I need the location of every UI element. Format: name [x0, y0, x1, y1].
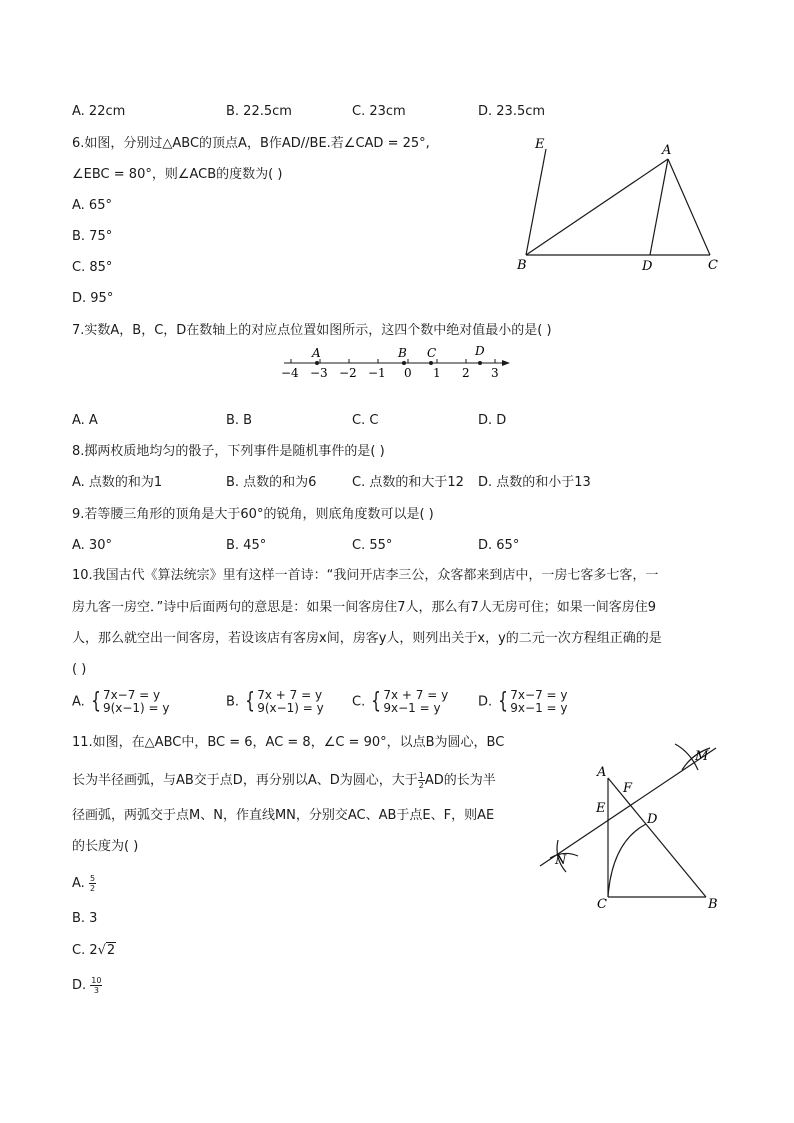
- q7-point-a: [315, 361, 319, 365]
- q9-option-a: A. 30°: [72, 538, 112, 553]
- q6-line-ac: [668, 159, 710, 255]
- q6-label-c: C: [708, 258, 718, 273]
- q10-stem-line4: ( ): [72, 662, 87, 677]
- q8-option-b: B. 点数的和为6: [226, 475, 317, 490]
- q6-stem-line1: 6.如图，分别过△ABC的顶点A，B作AD//BE.若∠CAD = 25°,: [72, 136, 430, 151]
- q10-stem-line2: 房九客一房空．”诗中后面两句的意思是：如果一间客房住7人，那么有7人无房可住；如果一间客房住9: [72, 600, 657, 615]
- q10-option-d: D. { 7x−7 = y 9x−1 = y: [478, 688, 568, 715]
- q10-option-c-label: C.: [352, 694, 366, 710]
- q9-stem: 9.若等腰三角形的顶角是大于60°的锐角，则底角度数可以是( ): [72, 507, 434, 522]
- q7-point-c: [429, 361, 433, 365]
- q11-label-c: C: [597, 897, 607, 912]
- q11-stem-line4: 的长度为( ): [72, 839, 139, 854]
- q6-line-ba: [526, 159, 668, 255]
- q7-option-b: B. B: [226, 413, 253, 428]
- q8-stem: 8.掷两枚质地均匀的骰子，下列事件是随机事件的是( ): [72, 444, 385, 459]
- q10-option-c-eq2: 9x−1 = y: [383, 701, 441, 715]
- q11-label-a: A: [597, 765, 607, 780]
- q9-option-d: D. 65°: [478, 538, 520, 553]
- q5-option-c: C. 23cm: [352, 104, 406, 119]
- q6-label-d: D: [642, 259, 653, 274]
- q10-option-b-label: B.: [226, 694, 240, 710]
- q10-option-c: C. { 7x + 7 = y 9x−1 = y: [352, 688, 449, 715]
- q7-tick-label: −2: [339, 366, 357, 380]
- q5-option-b: B. 22.5cm: [226, 104, 292, 119]
- q7-option-a: A. A: [72, 413, 98, 428]
- q6-option-d: D. 95°: [72, 291, 114, 306]
- q10-option-a-eq2: 9(x−1) = y: [102, 701, 170, 715]
- q5-option-a: A. 22cm: [72, 104, 126, 119]
- q8-option-a: A. 点数的和为1: [72, 475, 163, 490]
- q7-axis-arrow-icon: [502, 360, 510, 366]
- q10-option-b: B. { 7x + 7 = y 9(x−1) = y: [226, 688, 324, 715]
- q7-tick-label: −3: [310, 366, 328, 380]
- q10-option-a-label: A.: [72, 694, 85, 710]
- q7-option-c: C. C: [352, 413, 379, 428]
- q6-line-be: [526, 149, 546, 255]
- q11-label-d: D: [647, 812, 658, 827]
- q11-option-b: B. 3: [72, 911, 98, 926]
- q7-label-c: C: [427, 346, 437, 360]
- q11-label-b: B: [708, 897, 718, 912]
- q11-figure: [530, 730, 730, 915]
- q11-fraction-half: $\frac{1}{2}$: [418, 771, 424, 790]
- q11-label-n: N: [555, 853, 567, 868]
- q10-stem-line3: 人，那么就空出一间客房，若设该店有客房x间，房客y人，则列出关于x，y的二元一次方程组正确的是: [72, 631, 662, 646]
- q7-tick-label: 3: [491, 366, 499, 380]
- q11-option-d: D. $\frac{10}{3}$: [72, 976, 102, 995]
- q11-stem-line1: 11.如图，在△ABC中，BC = 6，AC = 8，∠C = 90°，以点B为圆心，BC: [72, 735, 505, 750]
- q7-point-d: [478, 361, 482, 365]
- q6-option-c: C. 85°: [72, 260, 113, 275]
- q7-option-d: D. D: [478, 413, 507, 428]
- q11-stem-line2: [72, 771, 496, 790]
- q6-stem-line2: ∠EBC = 80°，则∠ACB的度数为( ): [72, 167, 283, 182]
- q11-option-a: A. $\frac{5}{2}$: [72, 874, 96, 893]
- q6-label-e: E: [535, 137, 545, 152]
- sqrt-icon: √: [97, 943, 106, 958]
- q6-label-a: A: [662, 143, 672, 158]
- q6-line-ad: [650, 159, 668, 255]
- q7-tick-label: 2: [462, 366, 470, 380]
- q11-label-f: F: [623, 781, 633, 796]
- q11-line-mn: [540, 748, 716, 866]
- q5-option-d: D. 23.5cm: [478, 104, 546, 119]
- q10-option-d-eq2: 9x−1 = y: [510, 701, 568, 715]
- q11-label-m: M: [695, 749, 709, 764]
- q10-option-a: A. { 7x−7 = y 9(x−1) = y: [72, 688, 170, 715]
- q10-option-b-eq2: 9(x−1) = y: [257, 701, 324, 715]
- q7-tick-label: −1: [368, 366, 386, 380]
- q7-point-b: [402, 361, 406, 365]
- q10-option-c-eq1: 7x + 7 = y: [383, 688, 449, 702]
- q7-label-b: B: [398, 346, 407, 360]
- q7-label-d: D: [475, 344, 485, 358]
- q7-tick-label: −4: [281, 366, 299, 380]
- q10-option-a-eq1: 7x−7 = y: [102, 688, 161, 702]
- q11-stem-line2a: 长为半径画弧，与AB交于点D，再分别以A、D为圆心，大于: [72, 773, 418, 788]
- q9-option-c: C. 55°: [352, 538, 393, 553]
- q11-option-c: C. 2√2: [72, 943, 116, 958]
- q11-stem-line2b: AD的长为半: [424, 773, 496, 788]
- q7-label-a: A: [312, 346, 321, 360]
- q10-option-d-label: D.: [478, 694, 493, 710]
- q7-stem: 7.实数A，B，C，D在数轴上的对应点位置如图所示，这四个数中绝对值最小的是( ): [72, 323, 552, 338]
- q6-figure: [510, 132, 730, 277]
- q11-arc-cd: [608, 824, 646, 897]
- q8-option-d: D. 点数的和小于13: [478, 475, 591, 490]
- q10-stem-line1: 10.我国古代《算法统宗》里有这样一首诗：“我问开店李三公，众客都来到店中，一房七客多七客，一: [72, 568, 659, 583]
- q6-label-b: B: [517, 258, 527, 273]
- q11-label-e: E: [596, 801, 606, 816]
- q6-option-a: A. 65°: [72, 198, 112, 213]
- q6-option-b: B. 75°: [72, 229, 113, 244]
- q11-stem-line3: 径画弧，两弧交于点M、N，作直线MN，分别交AC、AB于点E、F，则AE: [72, 808, 495, 823]
- q7-tick-label: 1: [433, 366, 441, 380]
- q7-tick-label: 0: [404, 366, 412, 380]
- q10-option-b-eq1: 7x + 7 = y: [257, 688, 323, 702]
- q10-option-d-eq1: 7x−7 = y: [510, 688, 568, 702]
- q7-number-line: [278, 342, 518, 382]
- q9-option-b: B. 45°: [226, 538, 267, 553]
- q8-option-c: C. 点数的和大于12: [352, 475, 464, 490]
